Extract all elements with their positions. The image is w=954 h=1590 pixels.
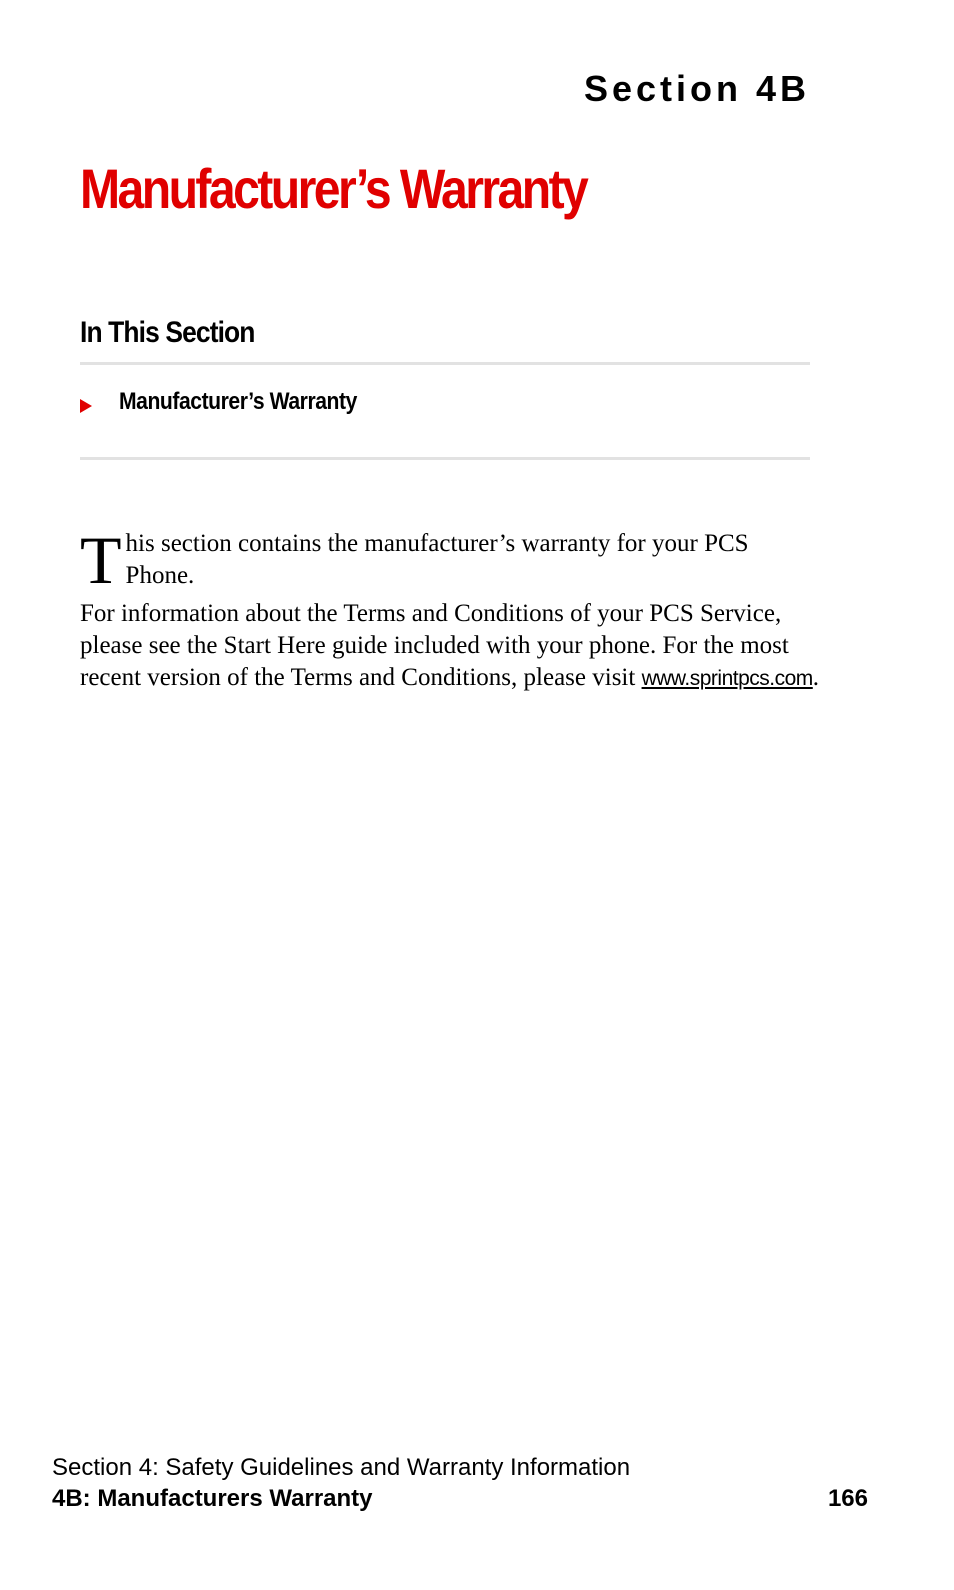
toc-item-manufacturers-warranty[interactable] — [80, 388, 389, 416]
intro-paragraph — [80, 522, 820, 598]
terms-period: . — [812, 664, 820, 691]
red-triangle-icon — [80, 399, 92, 413]
terms-text: For information about the Terms and Conditions of your PCS Service, please see the Start Here guide included with your phone. For the most recent version of the Terms and Conditions, please visit — [80, 600, 789, 691]
toc-item-label: Manufacturer’s Warranty — [119, 388, 357, 415]
toc-heading: In This Section — [80, 316, 255, 349]
toc-top-rule — [80, 362, 810, 365]
page-number: 166 — [827, 1485, 868, 1512]
sprintpcs-link[interactable]: www.sprintpcs.com — [641, 667, 813, 690]
drop-cap: T — [80, 522, 122, 598]
chapter-title: Manufacturer’s Warranty — [80, 157, 587, 220]
toc-bottom-rule — [80, 457, 810, 460]
intro-text: his section contains the manufacturer’s warranty for your PCS Phone. — [125, 530, 749, 589]
footer-chapter-title: 4B: Manufacturers Warranty — [52, 1485, 373, 1512]
section-label: Section 4B — [583, 68, 810, 109]
terms-paragraph — [80, 598, 820, 695]
footer-section-title: Section 4: Safety Guidelines and Warranty Information — [52, 1454, 631, 1481]
